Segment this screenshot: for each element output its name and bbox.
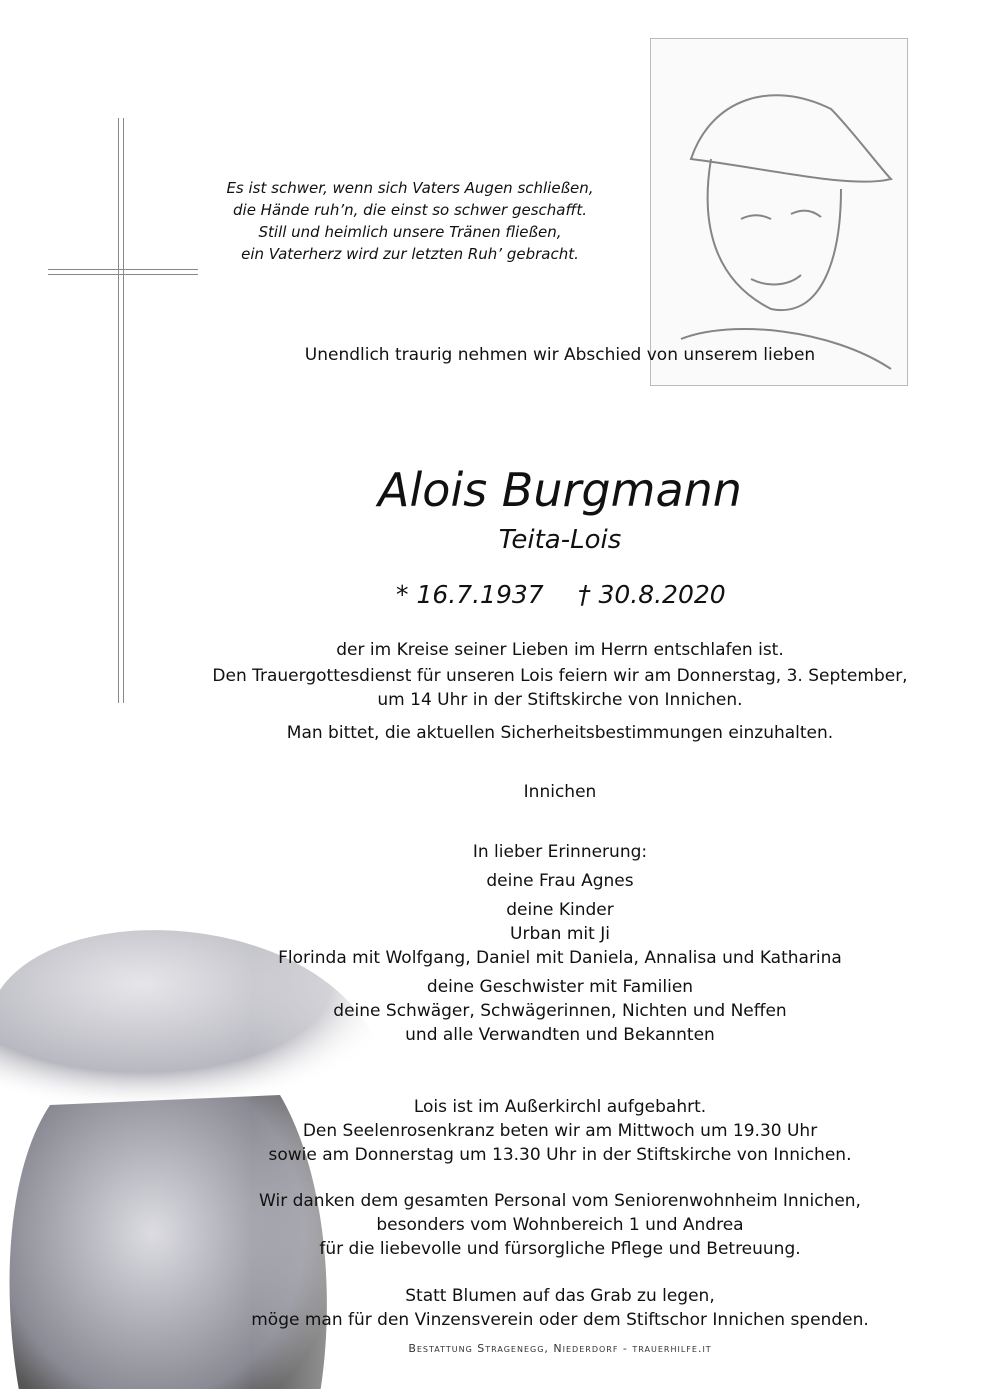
announcement-line: Man bittet, die aktuellen Sicherheitsbestimmungen einzuhalten. <box>286 723 834 743</box>
mourner-line: deine Geschwister mit Familien <box>426 977 694 997</box>
mourner-line: und alle Verwandten und Bekannten <box>405 1025 715 1045</box>
wake-line: Lois ist im Außerkirchl aufgebahrt. <box>413 1097 707 1117</box>
donation-line: möge man für den Vinzensverein oder dem Stiftschor Innichen spenden. <box>251 1310 869 1330</box>
mourner-line: deine Kinder <box>506 900 614 920</box>
announcement-line: um 14 Uhr in der Stiftskirche von Innichen. <box>377 690 743 710</box>
mourner-line: Florinda mit Wolfgang, Daniel mit Daniela, Annalisa und Katharina <box>278 948 842 968</box>
intro-text: Unendlich traurig nehmen wir Abschied von unserem lieben <box>304 345 816 365</box>
thanks-line: Wir danken dem gesamten Personal vom Seniorenwohnheim Innichen, <box>259 1191 861 1211</box>
wake-line: Den Seelenrosenkranz beten wir am Mittwoch um 19.30 Uhr <box>302 1121 818 1141</box>
announcement-line: Den Trauergottesdienst für unseren Lois feiern wir am Donnerstag, 3. September, <box>212 666 908 686</box>
portrait-sketch <box>650 38 908 386</box>
cross-horizontal-bar <box>48 269 198 275</box>
poem-line: ein Vaterherz wird zur letzten Ruh’ gebracht. <box>241 245 579 263</box>
death-date: † 30.8.2020 <box>578 580 726 609</box>
funeral-home-footer: Bestattung Stragenegg, Niederdorf - trauerhilfe.it <box>408 1342 712 1355</box>
poem-line: die Hände ruh’n, die einst so schwer geschafft. <box>233 201 587 219</box>
poem-line: Still und heimlich unsere Tränen fließen, <box>258 223 562 241</box>
deceased-name: Alois Burgmann <box>378 463 742 517</box>
mourner-line: deine Frau Agnes <box>486 871 634 891</box>
wake-line: sowie am Donnerstag um 13.30 Uhr in der Stiftskirche von Innichen. <box>268 1145 852 1165</box>
announcement-line: der im Kreise seiner Lieben im Herrn entschlafen ist. <box>336 640 784 660</box>
birth-date: * 16.7.1937 <box>396 580 544 609</box>
thanks-line: für die liebevolle und fürsorgliche Pflege und Betreuung. <box>319 1239 801 1259</box>
thanks-line: besonders vom Wohnbereich 1 und Andrea <box>376 1215 744 1235</box>
cross-vertical-bar <box>118 118 124 703</box>
poem-line: Es ist schwer, wenn sich Vaters Augen schließen, <box>226 179 594 197</box>
nickname: Teita-Lois <box>498 525 622 555</box>
place: Innichen <box>523 782 597 802</box>
donation-line: Statt Blumen auf das Grab zu legen, <box>405 1286 715 1306</box>
mourner-line: In lieber Erinnerung: <box>472 842 648 862</box>
mourner-line: deine Schwäger, Schwägerinnen, Nichten und Neffen <box>333 1001 787 1021</box>
mourner-line: Urban mit Ji <box>510 924 610 944</box>
